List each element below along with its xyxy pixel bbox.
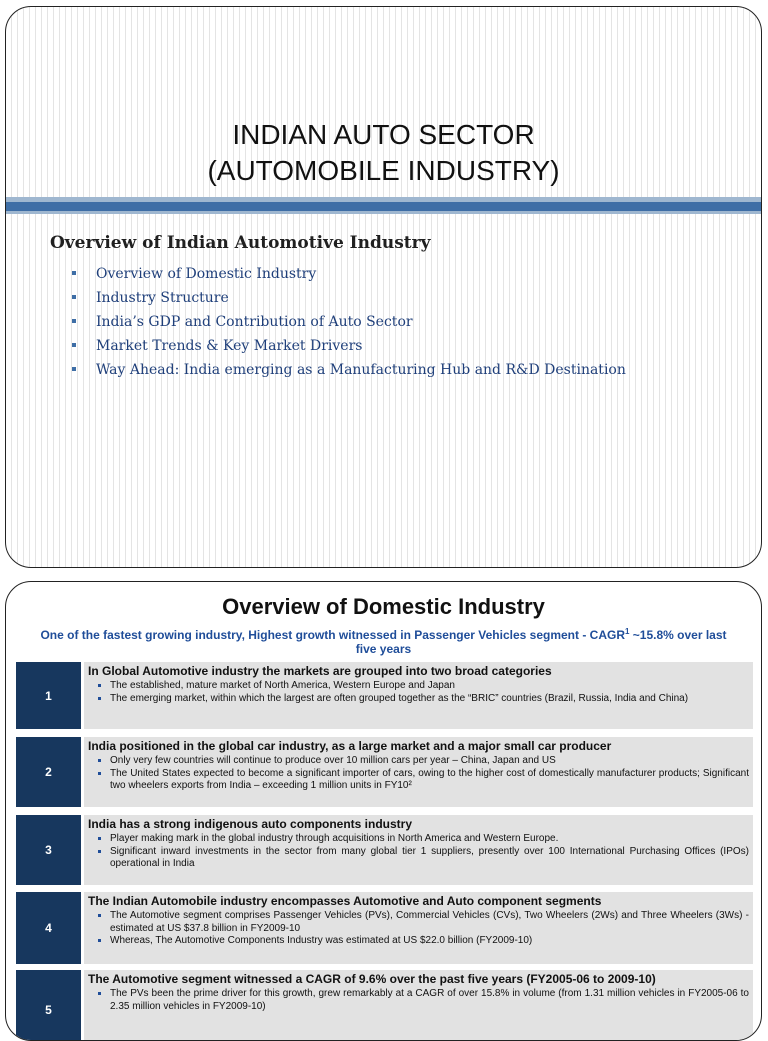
point-bullet bbox=[88, 768, 749, 793]
bullet-square-icon bbox=[98, 697, 101, 700]
point-number: 3 bbox=[16, 815, 81, 885]
point-content bbox=[84, 892, 753, 964]
point-bullets bbox=[88, 680, 749, 705]
overview-item-label: Industry Structure bbox=[96, 290, 229, 306]
divider-band-middle bbox=[6, 202, 761, 211]
point-bullet bbox=[88, 935, 749, 948]
title-slide bbox=[5, 6, 762, 568]
bullet-square-icon bbox=[98, 759, 101, 762]
point-content bbox=[84, 662, 753, 729]
subtitle-text-end: ~15.8% over last five years bbox=[355, 628, 727, 656]
slide-subtitle bbox=[36, 625, 731, 656]
slide-title-line-1: INDIAN AUTO SECTOR bbox=[232, 119, 535, 150]
point-bullets bbox=[88, 988, 749, 1013]
point-bullet bbox=[88, 833, 749, 846]
point-bullet-text: The established, mature market of North America, Western Europe and Japan bbox=[110, 680, 455, 691]
point-number: 5 bbox=[16, 970, 81, 1041]
point-bullet bbox=[88, 988, 749, 1013]
overview-list bbox=[72, 262, 626, 382]
bullet-square-icon bbox=[98, 939, 101, 942]
point-heading: The Indian Automobile industry encompasses Automotive and Auto component segments bbox=[88, 894, 602, 908]
point-row bbox=[16, 662, 753, 729]
point-bullet bbox=[88, 755, 749, 768]
point-bullets bbox=[88, 755, 749, 793]
bullet-square-icon bbox=[98, 914, 101, 917]
overview-item bbox=[72, 334, 626, 358]
point-content bbox=[84, 815, 753, 885]
point-heading: The Automotive segment witnessed a CAGR of 9.6% over the past five years (FY2005-06 to 2009-10) bbox=[88, 972, 656, 986]
overview-item bbox=[72, 358, 626, 382]
point-bullets bbox=[88, 910, 749, 948]
point-number: 1 bbox=[16, 662, 81, 729]
point-bullet-text: The United States expected to become a significant importer of cars, owing to the higher cost of domestically manufacturer products; Significant two wheelers exports from India – exceeding 1 million units in FY10² bbox=[110, 767, 749, 791]
point-bullet-text: Player making mark in the global industry through acquisitions in North America and Western Europe. bbox=[110, 833, 559, 844]
domestic-industry-slide bbox=[5, 581, 762, 1041]
bullet-square-icon bbox=[72, 271, 76, 275]
overview-item-label: Overview of Domestic Industry bbox=[96, 266, 317, 282]
overview-item-label: Way Ahead: India emerging as a Manufacturing Hub and R&D Destination bbox=[96, 362, 626, 378]
point-bullet-text: The emerging market, within which the largest are often grouped together as the “BRIC” countries (Brazil, Russia, India and China) bbox=[110, 692, 689, 704]
bullet-square-icon bbox=[98, 992, 101, 995]
slide-title bbox=[6, 117, 761, 189]
point-row bbox=[16, 970, 753, 1041]
overview-heading: Overview of Indian Automotive Industry bbox=[50, 233, 431, 253]
overview-item bbox=[72, 286, 626, 310]
point-heading: India has a strong indigenous auto components industry bbox=[88, 817, 413, 831]
bullet-square-icon bbox=[72, 319, 76, 323]
point-bullet-text: Only very few countries will continue to produce over 10 million cars per year – China, Japan and US bbox=[110, 755, 556, 766]
footnote-marker: 1 bbox=[625, 627, 630, 636]
point-bullet-text: The PVs been the prime driver for this growth, grew remarkably at a CAGR of over 15.8% in volume (from 1.31 million vehicles in FY2005-06 to 2.35 million vehicles in FY2009-10) bbox=[110, 988, 749, 1012]
point-bullet bbox=[88, 693, 749, 706]
bullet-square-icon bbox=[72, 343, 76, 347]
point-row bbox=[16, 815, 753, 885]
point-bullet bbox=[88, 846, 749, 871]
point-bullet bbox=[88, 680, 749, 693]
point-content bbox=[84, 737, 753, 807]
bullet-square-icon bbox=[72, 295, 76, 299]
bullet-square-icon bbox=[98, 850, 101, 853]
overview-item-label: Market Trends & Key Market Drivers bbox=[96, 338, 363, 354]
point-bullets bbox=[88, 833, 749, 871]
bullet-square-icon bbox=[72, 367, 76, 371]
point-heading: In Global Automotive industry the markets are grouped into two broad categories bbox=[88, 664, 552, 678]
bullet-square-icon bbox=[98, 772, 101, 775]
overview-item-label: India’s GDP and Contribution of Auto Sector bbox=[96, 314, 413, 330]
point-bullet bbox=[88, 910, 749, 935]
slide-title-line-2: (AUTOMOBILE INDUSTRY) bbox=[207, 155, 560, 186]
overview-item bbox=[72, 310, 626, 334]
point-bullet-text: The Automotive segment comprises Passenger Vehicles (PVs), Commercial Vehicles (CVs), Two Wheelers (2Ws) and Three Wheelers (3Ws) - estimated at US $37.8 billion in FY2009-10 bbox=[110, 910, 749, 934]
bullet-square-icon bbox=[98, 837, 101, 840]
point-heading: India positioned in the global car industry, as a large market and a major small car producer bbox=[88, 739, 612, 753]
point-number: 4 bbox=[16, 892, 81, 964]
overview-item bbox=[72, 262, 626, 286]
slide-title: Overview of Domestic Industry bbox=[222, 594, 545, 619]
bullet-square-icon bbox=[98, 684, 101, 687]
point-content bbox=[84, 970, 753, 1041]
divider-band-bottom bbox=[6, 211, 761, 214]
subtitle-text: One of the fastest growing industry, Highest growth witnessed in Passenger Vehicles segment - CAGR bbox=[40, 628, 626, 642]
point-row bbox=[16, 737, 753, 807]
point-number: 2 bbox=[16, 737, 81, 807]
point-bullet-text: Whereas, The Automotive Components Industry was estimated at US $22.0 billion (FY2009-10) bbox=[110, 935, 533, 946]
point-bullet-text: Significant inward investments in the sector from many global tier 1 suppliers, presently over 100 International Purchasing Offices (IPOs) operational in India bbox=[110, 845, 749, 869]
point-row bbox=[16, 892, 753, 964]
